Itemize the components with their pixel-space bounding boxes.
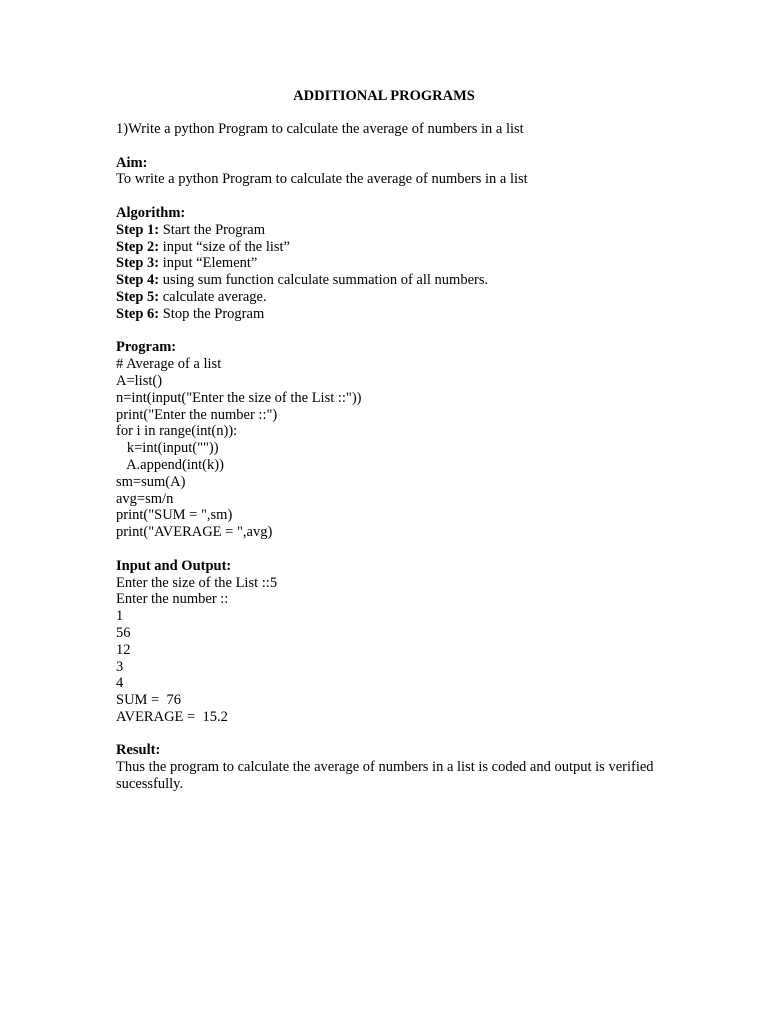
program-heading: Program: [116,339,177,356]
io-line: 56 [116,624,131,641]
result-text: Thus the program to calculate the average of numbers in a list is coded and output is verified sucessfully. [116,759,654,793]
io-line: 12 [116,641,131,658]
code-line: # Average of a list [116,356,222,373]
code-line: for i in range(int(n)): [116,423,238,440]
code-line: print("AVERAGE = ",avg) [116,524,273,541]
step-text: using sum function calculate summation of all numbers. [159,272,489,289]
spacer [116,138,656,155]
code-line: print("SUM = ",sm) [116,507,233,524]
step-label: Step 1: [116,221,160,238]
result-heading: Result: [116,742,161,759]
step-label: Step 3: [116,255,160,272]
code-line: A=list() [116,372,163,389]
code-line: n=int(input("Enter the size of the List ::")) [116,389,362,406]
io-heading: Input and Output: [116,557,232,574]
code-line: print("Enter the number ::") [116,406,278,423]
io-line: SUM = 76 [116,692,181,709]
document-body [116,121,656,793]
algorithm-heading: Algorithm: [116,204,186,221]
step-label: Step 4: [116,272,160,289]
io-line: 1 [116,608,124,625]
io-line: Enter the number :: [116,591,229,608]
step-label: Step 6: [116,305,160,322]
spacer [116,726,656,743]
step-text: Start the Program [159,221,266,238]
aim-text: To write a python Program to calculate the average of numbers in a list [116,171,528,188]
step-text: input “Element” [159,255,258,272]
question-text: 1)Write a python Program to calculate the average of numbers in a list [116,121,524,137]
code-line: A.append(int(k)) [116,456,224,473]
algorithm-step [116,272,656,289]
algorithm-step [116,306,656,323]
code-line: sm=sum(A) [116,473,186,490]
aim-heading: Aim: [116,154,148,171]
io-line: 4 [116,675,124,692]
spacer [116,323,656,340]
algorithm-step [116,289,656,306]
spacer [116,541,656,558]
code-line: avg=sm/n [116,490,174,507]
step-label: Step 5: [116,288,160,305]
step-text: Stop the Program [159,305,265,322]
step-label: Step 2: [116,238,160,255]
io-line: AVERAGE = 15.2 [116,708,228,725]
document-title: ADDITIONAL PROGRAMS [293,88,475,104]
io-line: Enter the size of the List ::5 [116,574,278,591]
step-text: calculate average. [159,288,267,305]
algorithm-step [116,239,656,256]
algorithm-step [116,222,656,239]
code-line: k=int(input("")) [116,440,219,457]
io-line: 3 [116,658,124,675]
step-text: input “size of the list” [159,238,290,255]
algorithm-step [116,255,656,272]
spacer [116,188,656,205]
